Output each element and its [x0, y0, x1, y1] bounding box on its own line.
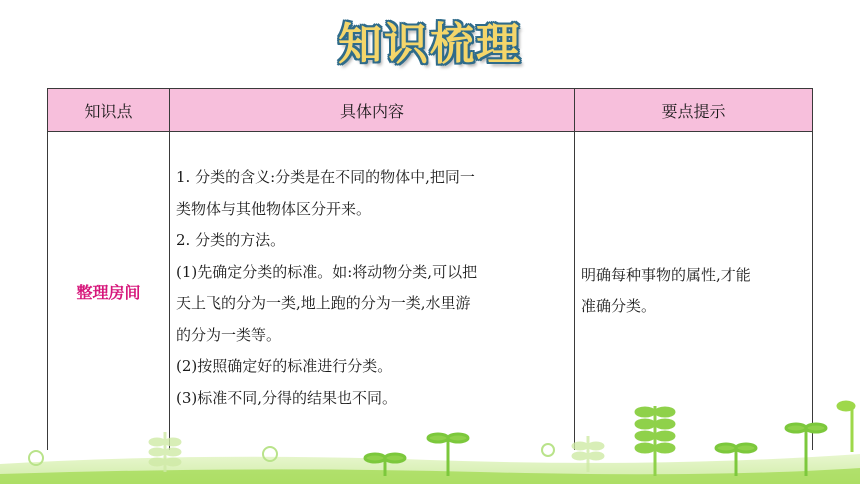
leaf-stalk-icon [150, 432, 180, 472]
header-key-tips: 要点提示 [575, 89, 813, 132]
header-specific-content: 具体内容 [170, 89, 575, 132]
content-line: (3)标准不同,分得的结果也不同。 [176, 388, 398, 407]
grass-sprout-icon [838, 402, 854, 452]
header-knowledge-point: 知识点 [48, 89, 170, 132]
tip-line: 准确分类。 [581, 297, 657, 315]
content-line: (2)按照确定好的标准进行分类。 [176, 357, 393, 375]
table-header-row [48, 89, 813, 132]
content-line: (1)先确定分类的标准。如:将动物分类,可以把 [176, 262, 478, 281]
content-line: 天上飞的分为一类,地上跑的分为一类,水里游 [176, 294, 471, 312]
tip-line: 明确每种事物的属性,才能 [581, 265, 751, 284]
content-line: 类物体与其他物体区分开来。 [176, 199, 372, 218]
grass-decoration [0, 392, 860, 484]
bubble-icon [542, 444, 554, 456]
topic-cell: 整理房间 [48, 132, 170, 451]
content-line: 的分为一类等。 [176, 325, 282, 344]
content-line: 2. 分类的方法。 [176, 231, 286, 249]
page-title: 知识梳理 [338, 19, 522, 70]
content-line: 1. 分类的含义:分类是在不同的物体中,把同一 [176, 168, 475, 186]
